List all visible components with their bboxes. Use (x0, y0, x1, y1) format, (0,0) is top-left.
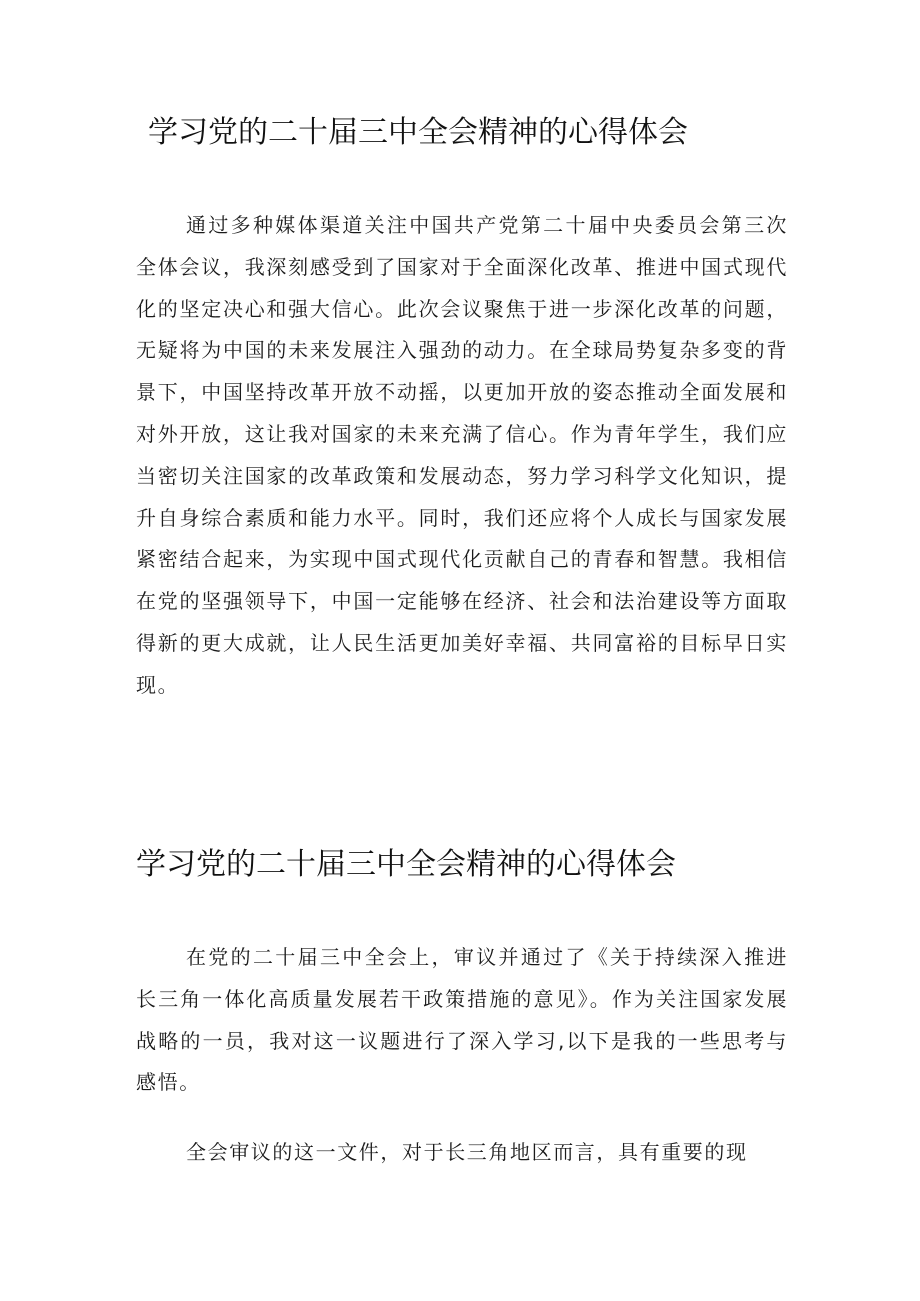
section-2-paragraph-2: 全会审议的这一文件，对于长三角地区而言，具有重要的现 (186, 1140, 748, 1164)
section-1-paragraph-1: 通过多种媒体渠道关注中国共产党第二十届中央委员会第三次全体会议，我深刻感受到了国家对于全面深化改革、推进中国式现代化的坚定决心和强大信心。此次会议聚焦于进一步深化改革的问题，无疑将为中国的未来发展注入强劲的动力。在全球局势复杂多变的背景下，中国坚持改革开放不动摇，以更加开放的姿态推动全面发展和对外开放，这让我对国家的未来充满了信心。作为青年学生，我们应当密切关注国家的改革政策和发展动态，努力学习科学文化知识，提升自身综合素质和能力水平。同时，我们还应将个人成长与国家发展紧密结合起来，为实现中国式现代化贡献自己的青春和智慧。我相信在党的坚强领导下，中国一定能够在经济、社会和法治建设等方面取得新的更大成就，让人民生活更加美好幸福、共同富裕的目标早日实现。 (136, 213, 788, 697)
section-2-title: 学习党的二十届三中全会精神的心得体会 (136, 847, 676, 882)
section-1-title: 学习党的二十届三中全会精神的心得体会 (148, 115, 688, 150)
section-2-paragraph-1: 在党的二十届三中全会上，审议并通过了《关于持续深入推进长三角一体化高质量发展若干政策措施的意见》。作为关注国家发展战略的一员，我对这一议题进行了深入学习,以下是我的一些思考与感悟。 (136, 945, 788, 1095)
